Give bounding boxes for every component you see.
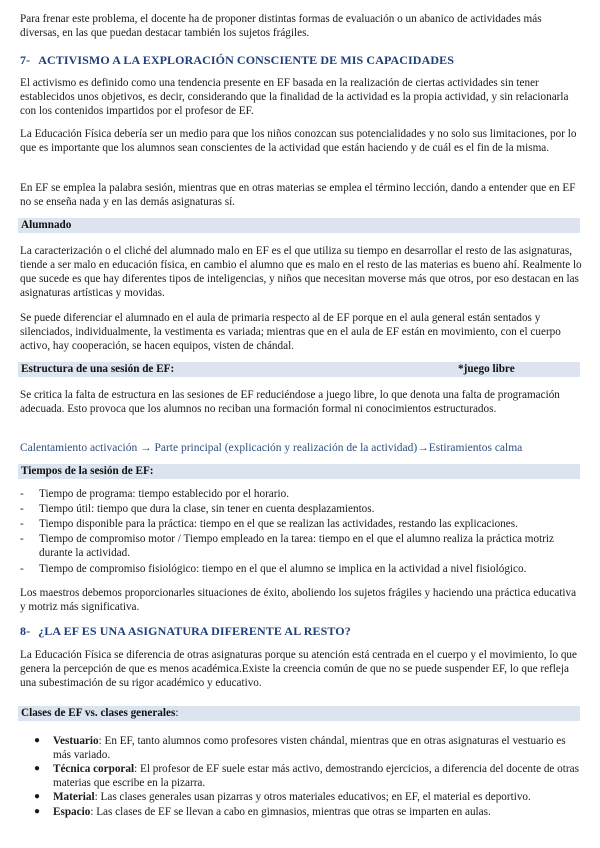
activismo-paragraph: El activismo es definido como una tendencia presente en EF basada en la realización de ciertas actividades sin tener establecidos unos objetivos, es decir, considerando que la finalidad de la actividad es la propia actividad, y sin relacionarla con los contenidos impartidos por el profesor de EF.	[20, 77, 569, 117]
clases-heading-colon: :	[175, 707, 179, 719]
educacion-fisica-paragraph: La Educación Física debería ser un medio para que los niños conozcan sus potencialidades y no solo sus limitaciones, por lo que es importante que los alumnos sean conscientes de la actividad que están haciendo y de cuál es el fin de la misma.	[20, 128, 577, 154]
tiempo-item: - Tiempo de compromiso motor / Tiempo empleado en la tarea: tiempo en el que el alumno realiza la práctica motriz durante la actividad.	[20, 533, 554, 559]
tiempos-heading: Tiempos de la sesión de EF:	[18, 464, 580, 479]
section-7-number: 7-	[20, 53, 31, 67]
clase-item-tecnica: ● Técnica corporal: El profesor de EF suele estar más activo, demostrando ejercicios, a diferencia del docente de otras materias que escribe en la pizarra.	[34, 763, 579, 789]
dash-marker: -	[20, 518, 24, 530]
sesion-paragraph: En EF se emplea la palabra sesión, mientras que en otras materias se emplea el término lección, dando a entender que en EF no se enseña nada y en las demás asignaturas sí.	[20, 182, 576, 208]
juego-libre-note: *juego libre	[458, 363, 515, 375]
bullet-icon: ●	[34, 763, 41, 774]
dash-marker: -	[20, 563, 24, 575]
clases-heading-label: Clases de EF vs. clases generales	[21, 707, 176, 719]
section-7-title: ACTIVISMO A LA EXPLORACIÓN CONSCIENTE DE MIS CAPACIDADES	[38, 53, 454, 67]
section-8-title: ¿LA EF ES UNA ASIGNATURA DIFERENTE AL RESTO?	[38, 624, 351, 638]
section-8-number: 8-	[20, 624, 31, 638]
section-8-heading	[20, 624, 351, 638]
diferente-paragraph: La Educación Física se diferencia de otras asignaturas porque su atención está centrada en el cuerpo y el movimiento, lo que genera la percepción de que es menos académica.Existe la creencia común de que no se puede suspender EF, lo que refleja una subestimación de su rigor académico y educativo.	[20, 649, 577, 689]
tiempo-item: - Tiempo de programa: tiempo establecido por el horario.	[20, 488, 289, 500]
maestros-paragraph: Los maestros debemos proporcionarles situaciones de éxito, aboliendo los sujetos frágiles y haciendo una práctica educativa y motriz más significativa.	[20, 587, 577, 613]
dash-marker: -	[20, 533, 24, 545]
clases-heading	[18, 706, 580, 721]
alumnado-paragraph-1: La caracterización o el cliché del alumnado malo en EF es el que utiliza su tiempo en desarrollar el resto de las asignaturas, tiende a ser malo en educación física, en cambio el alumno que es malo en el resto de las materias es bueno ahí. Realmente lo que sucede es que hay diferentes tipos de inteligencias, y niños que necesitan moverse más que otros, por eso destacan en las asignaturas artísticas y movidas.	[20, 245, 582, 299]
bullet-icon: ●	[34, 806, 41, 817]
estructura-heading-label: Estructura de una sesión de EF:	[21, 363, 175, 375]
tiempo-item: - Tiempo útil: tiempo que dura la clase, sin tener en cuenta desplazamientos.	[20, 503, 375, 515]
dash-marker: -	[20, 503, 24, 515]
clase-item-espacio: ● Espacio: Las clases de EF se llevan a cabo en gimnasios, mientras que otras se imparten en aulas.	[34, 806, 491, 818]
alumnado-paragraph-2: Se puede diferenciar el alumnado en el aula de primaria respecto al de EF porque en el aula general están sentados y silenciados, individualmente, la vestimenta es variada; mientras que en el aula de EF están en movimiento, con el cuerpo activo, hay cooperación, se hacen equipos, visten de chándal.	[20, 312, 561, 352]
bullet-icon: ●	[34, 791, 41, 802]
intro-paragraph: Para frenar este problema, el docente ha de proponer distintas formas de evaluación o un abanico de actividades más diversas, en las que puedan destacar también los sujetos frágiles.	[20, 13, 542, 39]
estructura-heading	[18, 362, 580, 377]
dash-marker: -	[20, 488, 24, 500]
tiempo-item: - Tiempo de compromiso fisiológico: tiempo en el que el alumno se implica en la actividad a nivel fisiológico.	[20, 563, 527, 575]
clase-item-vestuario: ● Vestuario: En EF, tanto alumnos como profesores visten chándal, mientras que en otras asignaturas el vestuario es más variado.	[34, 735, 566, 761]
bullet-icon: ●	[34, 735, 41, 746]
estructura-paragraph: Se critica la falta de estructura en las sesiones de EF reduciéndose a juego libre, lo que denota una falta de programación adecuada. Esto provoca que los alumnos no reciban una formación formal ni conocimientos estructurados.	[20, 389, 560, 415]
clase-item-material: ● Material: Las clases generales usan pizarras y otros materiales educativos; en EF, el material es deportivo.	[34, 791, 531, 803]
tiempo-item: - Tiempo disponible para la práctica: tiempo en el que se realizan las actividades, restando las explicaciones.	[20, 518, 518, 530]
session-flow-line: Calentamiento activación → Parte principal (explicación y realización de la actividad)→Estiramientos calma	[20, 442, 523, 454]
section-7-heading	[20, 53, 454, 67]
alumnado-heading: Alumnado	[18, 218, 580, 233]
